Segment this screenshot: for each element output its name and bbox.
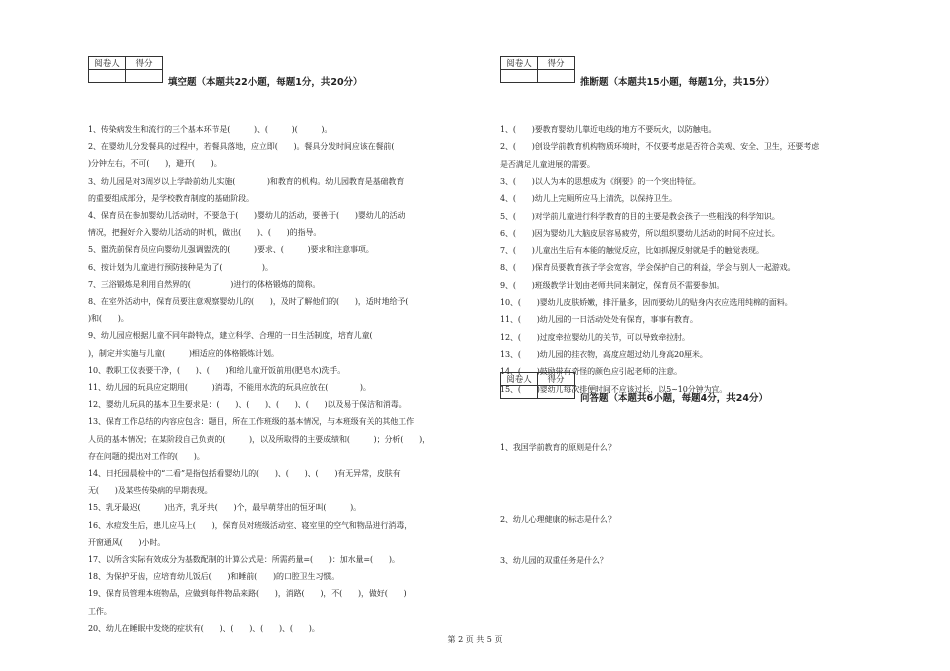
fill-question-line: 19、保育员管理本班物品，应做到每件物品来路( )，消路( )，不( )，做好( )	[88, 589, 407, 599]
fill-question-line: 工作。	[88, 606, 112, 616]
section-title-fill: 填空题（本题共22小题，每题1分，共20分）	[168, 77, 363, 88]
judge-question-line: 7、( )儿童出生后有本能的触觉反应，比如抓握反射就是手的触觉表现。	[500, 246, 764, 256]
judge-question-line: 12、( )过度牵拉婴幼儿的关节，可以导致牵拉肘。	[500, 332, 690, 342]
fill-question-line: 12、婴幼儿玩具的基本卫生要求是：( )、( )、( )、( )以及易于保洁和消毒。	[88, 400, 407, 410]
fill-question-line: 18、为保护牙齿，应培育幼儿饭后( )和睡前( )的口腔卫生习惯。	[88, 572, 340, 582]
fill-question-line: 3、幼儿园是对3周岁以上学龄前幼儿实施( )和教育的机构。幼儿园教育是基础教育	[88, 176, 405, 186]
judge-question-line: 是否满足儿童进展的需要。	[500, 159, 595, 169]
fill-question-line: )，制定并实施与儿童( )相适应的体格锻炼计划。	[88, 348, 279, 358]
qa-question: 3、幼儿园的双重任务是什么？	[500, 556, 608, 565]
score-cell[interactable]	[538, 386, 575, 399]
judge-question-line: 4、( )幼儿上完厕所应马上清洗，以保持卫生。	[500, 194, 677, 204]
qa-question: 2、幼儿心理健康的标志是什么？	[500, 515, 616, 524]
score-table-fill	[88, 56, 163, 83]
reviewer-cell[interactable]	[501, 386, 538, 399]
qa-question: 1、我国学前教育的原则是什么？	[500, 443, 616, 452]
score-table-judge	[500, 56, 575, 83]
fill-question-line: 无( )及某些传染病的早期表现。	[88, 486, 213, 496]
fill-question-line: 20、幼儿在睡眠中发烧的症状有( )、( )、( )、( )。	[88, 623, 320, 633]
fill-question-line: 情况，把握好介入婴幼儿活动的时机，做出( )、( )的指导。	[88, 228, 322, 238]
score-label: 得分	[126, 57, 163, 70]
score-table-qa	[500, 372, 575, 399]
judge-question-line: 5、( )对学前儿童进行科学教育的目的主要是教会孩子一些粗浅的科学知识。	[500, 211, 780, 221]
fill-question-line: 10、教职工仪表要干净，( )、( )和给儿童开饭前用(肥皂水)洗手。	[88, 365, 346, 375]
fill-question-line: 15、乳牙最迟( )出齐，乳牙共( )个，最早萌芽出的恒牙叫( )。	[88, 503, 362, 513]
fill-question-line: 14、日托园晨检中的“二看”是指包括看婴幼儿的( )、( )、( )有无异常，皮肤有	[88, 469, 401, 478]
score-label: 得分	[538, 373, 575, 386]
judge-question-line: 8、( )保育员要教育孩子学会宽容，学会保护自己的利益，学会与别人一起游戏。	[500, 263, 796, 273]
judge-question-line: 10、( )婴幼儿皮肤娇嫩，排汗量多，因而要幼儿的贴身内衣应选用纯棉的面料。	[500, 298, 793, 307]
score-label: 得分	[538, 57, 575, 70]
reviewer-label: 阅卷人	[501, 57, 538, 70]
reviewer-label: 阅卷人	[89, 57, 126, 70]
section-title-judge: 推断题（本题共15小题，每题1分，共15分）	[580, 77, 775, 88]
score-cell[interactable]	[538, 70, 575, 83]
judge-question-line: 14、( )鼓励带有奇怪的颜色应引起老师的注意。	[500, 367, 682, 377]
fill-question-line: 存在问题的提出对工作的( )。	[88, 451, 205, 461]
fill-question-line: 4、保育员在参加婴幼儿活动时，不要急于( )婴幼儿的活动，要善于( )婴幼儿的活动	[88, 211, 406, 220]
reviewer-cell[interactable]	[501, 70, 538, 83]
reviewer-label: 阅卷人	[501, 373, 538, 386]
fill-question-line: )分钟左右，不可( )，避开( )。	[88, 159, 222, 169]
fill-question-line: 的重要组成部分，是学校教育制度的基础阶段。	[88, 193, 254, 203]
judge-question-line: 9、( )班级教学计划由老师共同来制定，保育员不需要参加。	[500, 280, 725, 290]
fill-question-line: 16、水痘发生后，患儿应马上( )，保育员对班级活动室、寝室里的空气和物品进行消毒，	[88, 520, 413, 530]
judge-question-line: 11、( )幼儿园的一日活动处处有保育，事事有教育。	[500, 315, 698, 325]
judge-question-line: 15、( )婴幼儿每次排便时间不应该过长，以5~10分钟为宜。	[500, 384, 728, 394]
fill-question-line: 9、幼儿园应根据儿童不同年龄特点，建立科学、合理的一日生活制度，培育儿童(	[88, 331, 397, 341]
fill-question-line: 1、传染病发生和流行的三个基本环节是( )、( )( )。	[88, 125, 333, 134]
judge-question-line: 1、( )要教育婴幼儿靠近电线的地方不要玩火，以防触电。	[500, 125, 717, 134]
fill-question-line: 7、三浴锻炼是利用自然界的( )进行的体格锻炼的简称。	[88, 279, 321, 289]
fill-question-line: 2、在婴幼儿分发餐具的过程中，若餐具落地，应立即( )。餐具分发时间应该在餐前(	[88, 142, 411, 152]
fill-question-line: )和( )。	[88, 314, 129, 324]
fill-question-line: 11、幼儿园的玩具应定期用( )消毒，不能用水洗的玩具应放在( )。	[88, 383, 371, 392]
score-cell[interactable]	[126, 70, 163, 83]
judge-question-line: 13、( )幼儿园的挂衣物，高度应超过幼儿身高20厘米。	[500, 349, 708, 359]
fill-question-line: 6、按计划为儿童进行预防接种是为了( )。	[88, 262, 273, 272]
judge-question-line: 6、( )因为婴幼儿大脑皮层容易疲劳，所以组织婴幼儿活动的时间不应过长。	[500, 228, 780, 238]
fill-question-line: 开窗通风( )小时。	[88, 537, 166, 547]
section-title-qa: 问答题（本题共6小题，每题4分，共24分）	[580, 393, 768, 404]
fill-question-line: 17、以所含实际有效成分为基数配制的计算公式是：所需药量=( )：加水量=( )。	[88, 555, 400, 564]
page-footer: 第 2 页 共 5 页	[447, 635, 503, 644]
judge-question-line: 3、( )以人为本的思想成为《纲要》的一个突出特征。	[500, 176, 701, 186]
fill-question-line: 5、盥洗前保育员应向婴幼儿强调盥洗的( )要求、( )要求和注意事项。	[88, 245, 374, 255]
judge-question-line: 2、( )创设学前教育机构物质环境时，不仅要考虑是否符合美观、安全、卫生，还要考虑	[500, 142, 820, 152]
fill-question-line: 人员的基本情况；在某阶段自己负责的( )，以及所取得的主要成绩和( )；分析( )，	[88, 434, 431, 444]
fill-question-line: 13、保育工作总结的内容应包含：题目，所在工作班级的基本情况，与本班级有关的其他工作	[88, 417, 414, 427]
fill-question-line: 8、在室外活动中，保育员要注意观察婴幼儿的( )，及时了解他们的( )，适时地给予(	[88, 297, 409, 306]
reviewer-cell[interactable]	[89, 70, 126, 83]
